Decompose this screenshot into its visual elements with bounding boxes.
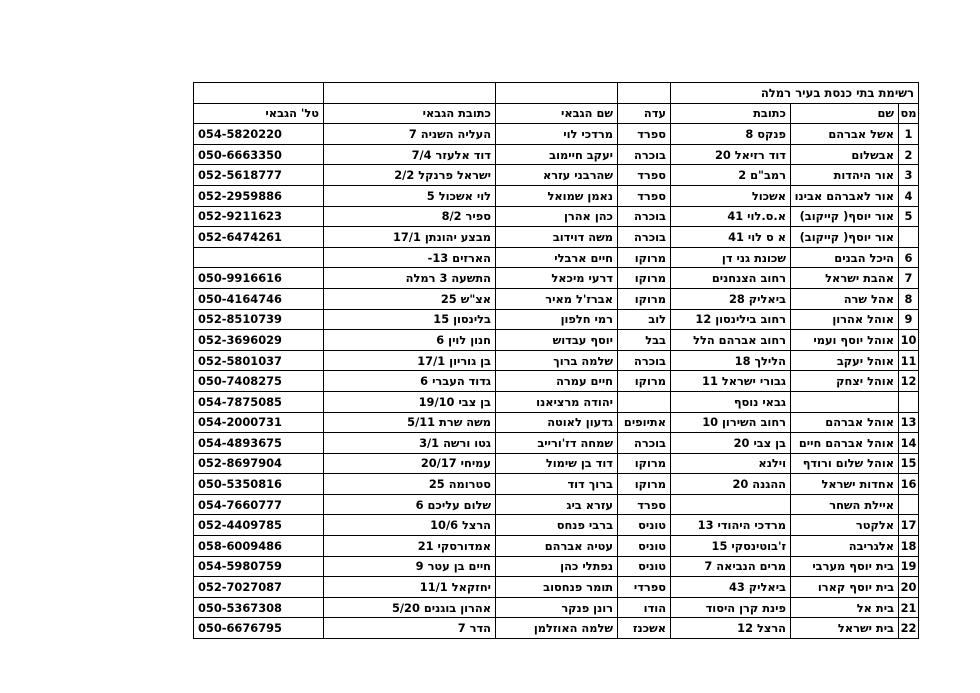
gabai-address-cell: יחזקאל 11/1 xyxy=(324,577,496,598)
gabai-address-cell: הארזים 13- xyxy=(324,247,496,268)
table-row xyxy=(194,597,919,618)
gabai-name-cell: מרדכי לוי xyxy=(496,124,618,145)
community-cell: טוניס xyxy=(618,515,671,536)
synagogue-name-cell: אוהל יוסף ועמי xyxy=(791,330,899,351)
gabai-address-cell: לוי אשכול 5 xyxy=(324,185,496,206)
gabai-name-cell: כהן אהרן xyxy=(496,206,618,227)
row-num-cell: 20 xyxy=(899,577,919,598)
synagogue-address-cell: דוד רזיאל 20 xyxy=(671,144,791,165)
gabai-name-cell: שלמה ברוך xyxy=(496,350,618,371)
table-row xyxy=(194,412,919,433)
row-num-cell xyxy=(899,494,919,515)
synagogue-address-cell: א ס לוי 41 xyxy=(671,227,791,248)
row-num-cell: 7 xyxy=(899,268,919,289)
synagogue-address-cell: ז'בוטינסקי 15 xyxy=(671,536,791,557)
gabai-phone-cell: 054-5980759 xyxy=(194,556,324,577)
gabai-name-cell: ברבי פנחס xyxy=(496,515,618,536)
gabai-name-cell: דרעי מיכאל xyxy=(496,268,618,289)
table-row xyxy=(194,144,919,165)
header-address: כתובת xyxy=(671,103,791,124)
gabai-address-cell: אמדורסקי 21 xyxy=(324,536,496,557)
table-row xyxy=(194,165,919,186)
gabai-name-cell: יעקב חיימוב xyxy=(496,144,618,165)
community-cell: מרוקו xyxy=(618,453,671,474)
gabai-address-cell: מבצע יהונתן 17/1 xyxy=(324,227,496,248)
community-cell: בוכרה xyxy=(618,433,671,454)
synagogue-name-cell: איילת השחר xyxy=(791,494,899,515)
row-num-cell: 21 xyxy=(899,597,919,618)
gabai-address-cell: בן צבי 19/10 xyxy=(324,391,496,412)
row-num-cell: 9 xyxy=(899,309,919,330)
synagogue-table xyxy=(193,82,919,639)
synagogue-address-cell: גבורי ישראל 11 xyxy=(671,371,791,392)
table-row xyxy=(194,577,919,598)
row-num-cell: 15 xyxy=(899,453,919,474)
gabai-phone-cell: 052-6474261 xyxy=(194,227,324,248)
header-community: עדה xyxy=(618,103,671,124)
table-row xyxy=(194,247,919,268)
synagogue-name-cell: אלקטר xyxy=(791,515,899,536)
table-row xyxy=(194,185,919,206)
gabai-phone-cell: 052-3696029 xyxy=(194,330,324,351)
gabai-phone-cell: 050-4164746 xyxy=(194,288,324,309)
row-num-cell: 10 xyxy=(899,330,919,351)
synagogue-name-cell: אוהל יעקב xyxy=(791,350,899,371)
community-cell: בבל xyxy=(618,330,671,351)
row-num-cell: 8 xyxy=(899,288,919,309)
row-num-cell: 5 xyxy=(899,206,919,227)
synagogue-address-cell: רמב"ם 2 xyxy=(671,165,791,186)
synagogue-name-cell: אוהל אברהם חיים xyxy=(791,433,899,454)
gabai-phone-cell: 052-2959886 xyxy=(194,185,324,206)
table-row xyxy=(194,556,919,577)
gabai-phone-cell: 050-5350816 xyxy=(194,474,324,495)
gabai-name-cell: דוד בן שימול xyxy=(496,453,618,474)
gabai-name-cell: שהרבני עזרא xyxy=(496,165,618,186)
gabai-phone-cell: 050-7408275 xyxy=(194,371,324,392)
community-cell: לוב xyxy=(618,309,671,330)
row-num-cell: 11 xyxy=(899,350,919,371)
community-cell: מרוקו xyxy=(618,371,671,392)
community-cell: בוכרה xyxy=(618,144,671,165)
gabai-phone-cell: 052-8697904 xyxy=(194,453,324,474)
synagogue-name-cell: אוהל שלום ורודף xyxy=(791,453,899,474)
title-blank-cell xyxy=(324,83,496,104)
synagogue-address-cell: וילנא xyxy=(671,453,791,474)
community-cell: טוניס xyxy=(618,536,671,557)
synagogue-list-sheet xyxy=(193,82,918,639)
synagogue-name-cell: היכל הבנים xyxy=(791,247,899,268)
table-row xyxy=(194,309,919,330)
synagogue-address-cell: ביאליק 43 xyxy=(671,577,791,598)
gabai-name-cell: משה דוידוב xyxy=(496,227,618,248)
gabai-address-cell: דוד אלעזר 7/4 xyxy=(324,144,496,165)
gabai-address-cell: בן גוריון 17/1 xyxy=(324,350,496,371)
synagogue-address-cell: אשכול xyxy=(671,185,791,206)
gabai-name-cell: חיים עמרה xyxy=(496,371,618,392)
row-num-cell: 1 xyxy=(899,124,919,145)
synagogue-name-cell: אשל אברהם xyxy=(791,124,899,145)
synagogue-address-cell: ההגנה 20 xyxy=(671,474,791,495)
row-num-cell: 18 xyxy=(899,536,919,557)
synagogue-address-cell xyxy=(671,494,791,515)
synagogue-address-cell: פנקס 8 xyxy=(671,124,791,145)
gabai-address-cell: סטרומה 25 xyxy=(324,474,496,495)
gabai-phone-cell: 054-7660777 xyxy=(194,494,324,515)
synagogue-name-cell: אור לאברהם אבינו xyxy=(791,185,899,206)
table-title: רשימת בתי כנסת בעיר רמלה xyxy=(671,83,919,104)
gabai-phone-cell: 054-7875085 xyxy=(194,391,324,412)
table-row xyxy=(194,515,919,536)
synagogue-name-cell: בית יוסף מערבי xyxy=(791,556,899,577)
header-row xyxy=(194,103,919,124)
gabai-address-cell: שלום עליכם 6 xyxy=(324,494,496,515)
gabai-name-cell: גדעון לאוטה xyxy=(496,412,618,433)
gabai-name-cell: יהודה מרציאנו xyxy=(496,391,618,412)
gabai-phone-cell xyxy=(194,247,324,268)
table-row xyxy=(194,227,919,248)
row-num-cell: 19 xyxy=(899,556,919,577)
title-blank-cell xyxy=(496,83,618,104)
gabai-address-cell: אהרון בוגנים 5/20 xyxy=(324,597,496,618)
gabai-address-cell: חנון לוין 6 xyxy=(324,330,496,351)
synagogue-name-cell: בית יוסף קארו xyxy=(791,577,899,598)
table-row xyxy=(194,350,919,371)
gabai-address-cell: חיים בן עטר 9 xyxy=(324,556,496,577)
synagogue-address-cell: הרצל 12 xyxy=(671,618,791,639)
synagogue-name-cell: אור יוסף( קייקוב) xyxy=(791,227,899,248)
title-blank-cell xyxy=(194,83,324,104)
gabai-name-cell: רונן פנקר xyxy=(496,597,618,618)
community-cell: מרוקו xyxy=(618,474,671,495)
table-row xyxy=(194,433,919,454)
synagogue-address-cell: מרים הנביאה 7 xyxy=(671,556,791,577)
gabai-name-cell: שמחה דז'ורייב xyxy=(496,433,618,454)
gabai-address-cell: הדר 7 xyxy=(324,618,496,639)
synagogue-name-cell: אור יוסף( קייקוב) xyxy=(791,206,899,227)
table-row xyxy=(194,536,919,557)
gabai-address-cell: גדוד העברי 6 xyxy=(324,371,496,392)
community-cell: אתיופים xyxy=(618,412,671,433)
title-row xyxy=(194,83,919,104)
synagogue-address-cell: פינת קרן היסוד xyxy=(671,597,791,618)
row-num-cell: 12 xyxy=(899,371,919,392)
header-gabai-name: שם הגבאי xyxy=(496,103,618,124)
gabai-phone-cell: 050-6676795 xyxy=(194,618,324,639)
header-num: מס xyxy=(899,103,919,124)
gabai-address-cell: משה שרת 5/11 xyxy=(324,412,496,433)
row-num-cell: 17 xyxy=(899,515,919,536)
row-num-cell: 14 xyxy=(899,433,919,454)
community-cell: הודו xyxy=(618,597,671,618)
table-row xyxy=(194,124,919,145)
community-cell: בוכרה xyxy=(618,227,671,248)
community-cell: מרוקו xyxy=(618,268,671,289)
table-row xyxy=(194,474,919,495)
row-num-cell xyxy=(899,227,919,248)
title-blank-cell xyxy=(618,83,671,104)
gabai-address-cell: בלינסון 15 xyxy=(324,309,496,330)
gabai-address-cell: עמיחי 20/17 xyxy=(324,453,496,474)
gabai-name-cell: עזרא ביג xyxy=(496,494,618,515)
gabai-address-cell: התשעה 3 רמלה xyxy=(324,268,496,289)
header-gabai-address: כתובת הגבאי xyxy=(324,103,496,124)
row-num-cell: 13 xyxy=(899,412,919,433)
gabai-phone-cell: 052-4409785 xyxy=(194,515,324,536)
community-cell: ספרד xyxy=(618,494,671,515)
gabai-name-cell: שלמה האוזלמן xyxy=(496,618,618,639)
synagogue-address-cell: רחוב בילינסון 12 xyxy=(671,309,791,330)
table-row xyxy=(194,371,919,392)
header-gabai-phone: טל' הגבאי xyxy=(194,103,324,124)
gabai-name-cell: ברוך דוד xyxy=(496,474,618,495)
synagogue-address-cell: רחוב השירון 10 xyxy=(671,412,791,433)
synagogue-name-cell: אהבת ישראל xyxy=(791,268,899,289)
row-num-cell: 22 xyxy=(899,618,919,639)
gabai-phone-cell: 052-5801037 xyxy=(194,350,324,371)
row-num-cell: 4 xyxy=(899,185,919,206)
table-row xyxy=(194,618,919,639)
synagogue-name-cell: אוהל אברהם xyxy=(791,412,899,433)
community-cell: ספרד xyxy=(618,165,671,186)
synagogue-address-cell: מרדכי היהודי 13 xyxy=(671,515,791,536)
community-cell: ספרדי xyxy=(618,577,671,598)
gabai-phone-cell: 054-4893675 xyxy=(194,433,324,454)
gabai-phone-cell: 050-5367308 xyxy=(194,597,324,618)
gabai-address-cell: העליה השניה 7 xyxy=(324,124,496,145)
synagogue-name-cell: אור היהדות xyxy=(791,165,899,186)
community-cell: מרוקו xyxy=(618,288,671,309)
table-row xyxy=(194,330,919,351)
header-name: שם xyxy=(791,103,899,124)
table-row xyxy=(194,268,919,289)
synagogue-address-cell: בן צבי 20 xyxy=(671,433,791,454)
gabai-phone-cell: 052-8510739 xyxy=(194,309,324,330)
row-num-cell xyxy=(899,391,919,412)
gabai-address-cell: הרצל 10/6 xyxy=(324,515,496,536)
gabai-phone-cell: 054-2000731 xyxy=(194,412,324,433)
community-cell: בוכרה xyxy=(618,350,671,371)
gabai-name-cell: יוסף עבדוש xyxy=(496,330,618,351)
synagogue-address-cell: רחוב הצנחנים xyxy=(671,268,791,289)
synagogue-name-cell: בית אל xyxy=(791,597,899,618)
gabai-address-cell: ספיר 8/2 xyxy=(324,206,496,227)
synagogue-name-cell xyxy=(791,391,899,412)
table-row xyxy=(194,206,919,227)
gabai-phone-cell: 052-9211623 xyxy=(194,206,324,227)
synagogue-name-cell: אהל שרה xyxy=(791,288,899,309)
community-cell xyxy=(618,391,671,412)
gabai-name-cell: נאמן שמואל xyxy=(496,185,618,206)
gabai-name-cell: רמי חלפון xyxy=(496,309,618,330)
synagogue-name-cell: אבשלום xyxy=(791,144,899,165)
synagogue-name-cell: אלגריבה xyxy=(791,536,899,557)
synagogue-address-cell: גבאי נוסף xyxy=(671,391,791,412)
synagogue-address-cell: שכונת גני דן xyxy=(671,247,791,268)
row-num-cell: 16 xyxy=(899,474,919,495)
synagogue-name-cell: בית ישראל xyxy=(791,618,899,639)
gabai-name-cell: נפתלי כהן xyxy=(496,556,618,577)
gabai-name-cell: אברז'ל מאיר xyxy=(496,288,618,309)
gabai-phone-cell: 052-7027087 xyxy=(194,577,324,598)
synagogue-name-cell: אוהל אהרון xyxy=(791,309,899,330)
gabai-phone-cell: 050-9916616 xyxy=(194,268,324,289)
row-num-cell: 3 xyxy=(899,165,919,186)
gabai-address-cell: ישראל פרנקל 2/2 xyxy=(324,165,496,186)
table-row xyxy=(194,453,919,474)
gabai-phone-cell: 050-6663350 xyxy=(194,144,324,165)
table-row xyxy=(194,494,919,515)
row-num-cell: 2 xyxy=(899,144,919,165)
synagogue-name-cell: אחדות ישראל xyxy=(791,474,899,495)
community-cell: בוכרה xyxy=(618,206,671,227)
community-cell: מרוקו xyxy=(618,247,671,268)
gabai-phone-cell: 054-5820220 xyxy=(194,124,324,145)
gabai-name-cell: חיים ארבלי xyxy=(496,247,618,268)
community-cell: אשכנז xyxy=(618,618,671,639)
gabai-name-cell: עטיה אברהם xyxy=(496,536,618,557)
gabai-address-cell: אצ"ש 25 xyxy=(324,288,496,309)
gabai-phone-cell: 058-6009486 xyxy=(194,536,324,557)
community-cell: טוניס xyxy=(618,556,671,577)
gabai-phone-cell: 052-5618777 xyxy=(194,165,324,186)
community-cell: ספרד xyxy=(618,185,671,206)
table-row xyxy=(194,288,919,309)
table-row xyxy=(194,391,919,412)
synagogue-address-cell: א.ס.לוי 41 xyxy=(671,206,791,227)
synagogue-address-cell: רחוב אברהם הלל xyxy=(671,330,791,351)
gabai-address-cell: גטו ורשה 3/1 xyxy=(324,433,496,454)
community-cell: ספרד xyxy=(618,124,671,145)
synagogue-address-cell: ביאליק 28 xyxy=(671,288,791,309)
synagogue-address-cell: הלילך 18 xyxy=(671,350,791,371)
gabai-name-cell: תומר פנחסוב xyxy=(496,577,618,598)
synagogue-name-cell: אוהל יצחק xyxy=(791,371,899,392)
row-num-cell: 6 xyxy=(899,247,919,268)
